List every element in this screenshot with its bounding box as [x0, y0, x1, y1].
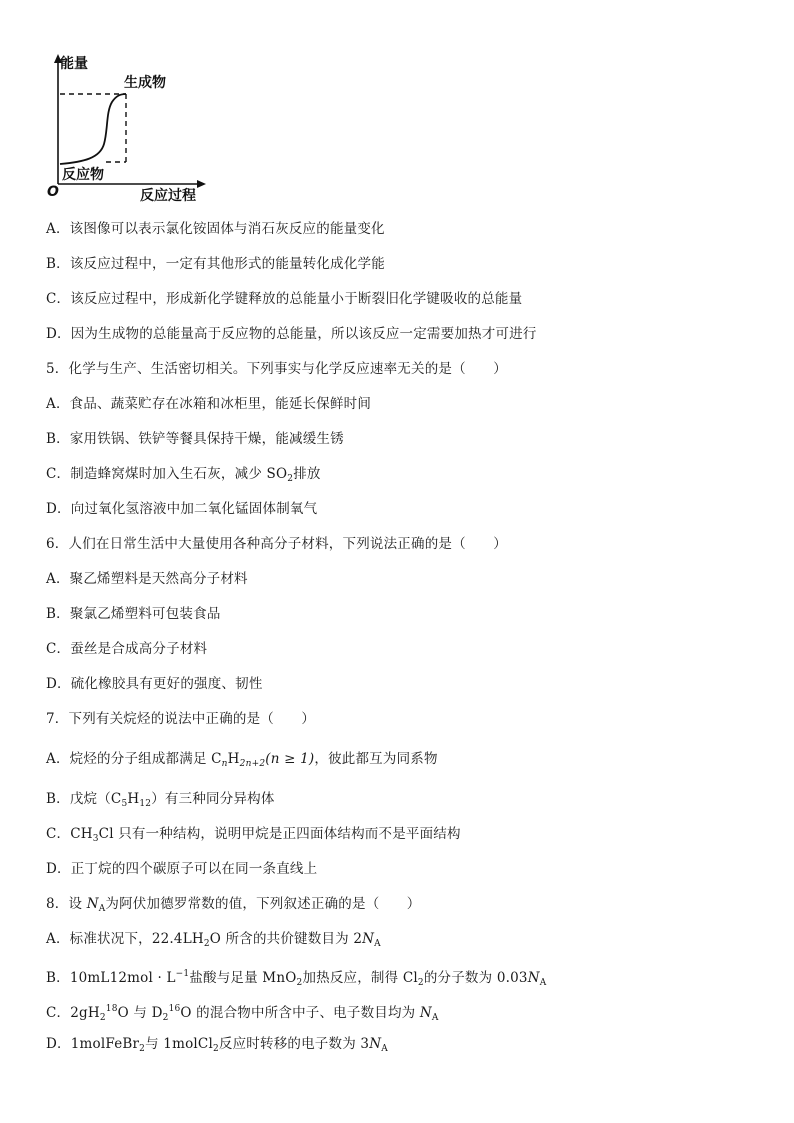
q7-option-c: C．$CH_3Cl$ 只有一种结构，说明甲烷是正四面体结构而不是平面结构 [46, 826, 461, 844]
q8-option-a: A．标准状况下，$22.4LH_2O$ 所含的共价键数目为 $2N_A$ [46, 931, 381, 949]
q8-option-c: C．$2gH_2^{18}O$ 与 $D_2^{16}O$ 的混合物中所含中子、电子数目均为 $N_A$ [46, 1004, 439, 1023]
q7-option-b: B．戊烷$(C_5H_{12})$有三种同分异构体 [46, 791, 275, 809]
q5-option-a: A．食品、蔬菜贮存在冰箱和冰柜里，能延长保鲜时间 [46, 396, 372, 412]
q6-option-c: C．蚕丝是合成高分子材料 [46, 641, 208, 657]
y-axis-label: 能量 [60, 56, 88, 72]
q5-option-b: B．家用铁锅、铁铲等餐具保持干燥，能减缓生锈 [46, 431, 344, 447]
q6-option-d: D．硫化橡胶具有更好的强度、韧性 [46, 676, 263, 692]
q4-option-b: B．该反应过程中，一定有其他形式的能量转化成化学能 [46, 256, 385, 272]
energy-diagram [44, 52, 214, 204]
reactants-label: 反应物 [62, 167, 104, 183]
q6-option-a: A．聚乙烯塑料是天然高分子材料 [46, 571, 248, 587]
reaction-curve [60, 94, 126, 164]
x-axis-label: 反应过程 [140, 188, 196, 204]
q7-option-a: A．烷烃的分子组成都满足 $C_nH_{2n+2}(n \ge 1)$，彼此都互为同系物 [46, 751, 438, 769]
q8-stem: 8．设 $N_A$为阿伏加德罗常数的值，下列叙述正确的是（ ） [46, 896, 421, 914]
q7-stem: 7．下列有关烷烃的说法中正确的是（ ） [46, 711, 316, 727]
q4-option-c: C．该反应过程中，形成新化学键释放的总能量小于断裂旧化学键吸收的总能量 [46, 291, 523, 307]
q5-stem: 5．化学与生产、生活密切相关。下列事实与化学反应速率无关的是（ ） [46, 361, 507, 377]
q4-option-a: A．该图像可以表示氯化铵固体与消石灰反应的能量变化 [46, 221, 385, 237]
q7-option-d: D．正丁烷的四个碳原子可以在同一条直线上 [46, 861, 318, 877]
q6-stem: 6．人们在日常生活中大量使用各种高分子材料，下列说法正确的是（ ） [46, 536, 507, 552]
q8-option-d: D．1molFeBr$_2$与 1molCl$_2$反应时转移的电子数为 $3N_A$ [46, 1036, 388, 1054]
q8-option-b: B．$10mL12mol \cdot L^{-1}$盐酸与足量 MnO$_2$加热反应，制得 $Cl_2$的分子数为 $0.03N_A$ [46, 969, 547, 988]
x-axis-arrow [197, 180, 206, 188]
q4-option-d: D．因为生成物的总能量高于反应物的总能量，所以该反应一定需要加热才可进行 [46, 326, 537, 342]
q5-option-d: D．向过氧化氢溶液中加二氧化锰固体制氧气 [46, 501, 318, 517]
origin-label: O [47, 184, 59, 200]
q5-option-c: C．制造蜂窝煤时加入生石灰，减少 $SO_2$排放 [46, 466, 321, 484]
products-label: 生成物 [124, 75, 166, 91]
q6-option-b: B．聚氯乙烯塑料可包装食品 [46, 606, 221, 622]
